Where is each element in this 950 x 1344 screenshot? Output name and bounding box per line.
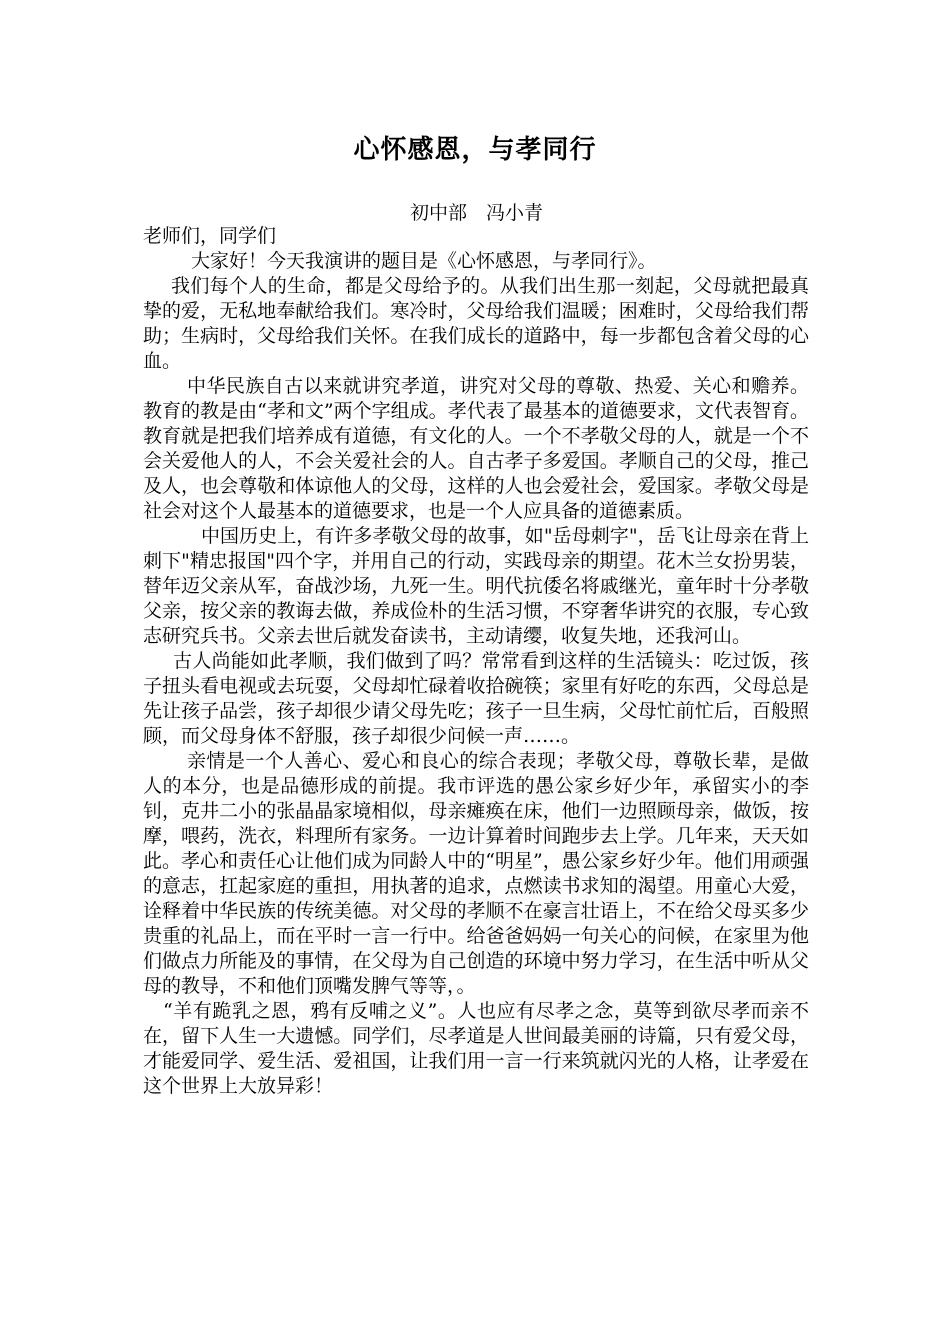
speech-body (143, 224, 809, 1099)
paragraph-conclusion: “羊有跪乳之恩，鸦有反哺之义”。人也应有尽孝之念，莫等到欲尽孝而亲不在，留下人生一大遗憾。同学们，尽孝道是人世间最美丽的诗篇，只有爱父母，才能爱同学、爱生活、爱祖国，让我们用一言一行来筑就闪光的人格，让孝爱在这个世界上大放异彩！ (143, 1000, 809, 1097)
paragraph-filial-tradition: 中华民族自古以来就讲究孝道，讲究对父母的尊敬、热爱、关心和赡养。教育的教是由“孝和文”两个字组成。孝代表了最基本的道德要求，文代表智育。教育就是把我们培养成有道德，有文化的人。一个不孝敬父母的人，就是一个不会关爱他人的人，不会关爱社会的人。自古孝子多爱国。孝顺自己的父母，推己及人，也会尊敬和体谅他人的父母，这样的人也会爱社会，爱国家。孝敬父母是社会对这个人最基本的道德要求，也是一个人应具备的道德素质。 (143, 375, 809, 522)
paragraph-greeting: 大家好！今天我演讲的题目是《心怀感恩，与孝同行》。 (191, 250, 657, 272)
author-line: 初中部 冯小青 (410, 202, 544, 224)
paragraph-daily-life: 古人尚能如此孝顺，我们做到了吗？常常看到这样的生活镜头：吃过饭，孩子扭头看电视或去玩耍，父母却忙碌着收拾碗筷；家里有好吃的东西，父母总是先让孩子品尝，孩子却很少请父母先吃；孩子一旦生病，父母忙前忙后，百般照顾，而父母身体不舒服，孩子却很少问候一声……。 (143, 650, 809, 747)
paragraph-parents-love: 我们每个人的生命，都是父母给予的。从我们出生那一刻起，父母就把最真挚的爱，无私地奉献给我们。寒冷时，父母给我们温暖；困难时，父母给我们帮助；生病时，父母给我们关怀。在我们成长的道路中，每一步都包含着父母的心血。 (143, 275, 809, 372)
paragraph-history-stories: 中国历史上，有许多孝敬父母的故事，如"岳母刺字"，岳飞让母亲在背上刺下"精忠报国"四个字，并用自己的行动，实践母亲的期望。花木兰女扮男装，替年迈父亲从军，奋战沙场，九死一生。明代抗倭名将戚继光，童年时十分孝敬父亲，按父亲的教诲去做，养成俭朴的生活习惯，不穿奢华讲究的衣服，专心致志研究兵书。父亲去世后就发奋读书，主动请缨，收复失地，还我河山。 (143, 525, 809, 647)
paragraph-role-models: 亲情是一个人善心、爱心和良心的综合表现；孝敬父母，尊敬长辈，是做人的本分，也是品德形成的前提。我市评选的愚公家乡好少年，承留实小的李钊，克井二小的张晶晶家境相似，母亲瘫痪在床，他们一边照顾母亲，做饭，按摩，喂药，洗衣，料理所有家务。一边计算着时间跑步去上学。几年来，天天如此。孝心和责任心让他们成为同龄人中的“明星”，愚公家乡好少年。他们用顽强的意志，扛起家庭的重担，用执著的追求，点燃读书求知的渴望。用童心大爱，诠释着中华民族的传统美德。对父母的孝顺不在豪言壮语上，不在给父母买多少贵重的礼品上，而在平时一言一行中。给爸爸妈妈一句关心的问候，在家里为他们做点力所能及的事情，在父母为自己创造的环境中努力学习，在生活中听从父母的教导，不和他们顶嘴发脾气等等，。 (143, 750, 809, 997)
document-title: 心怀感恩，与孝同行 (353, 135, 597, 165)
salutation: 老师们，同学们 (143, 225, 277, 247)
